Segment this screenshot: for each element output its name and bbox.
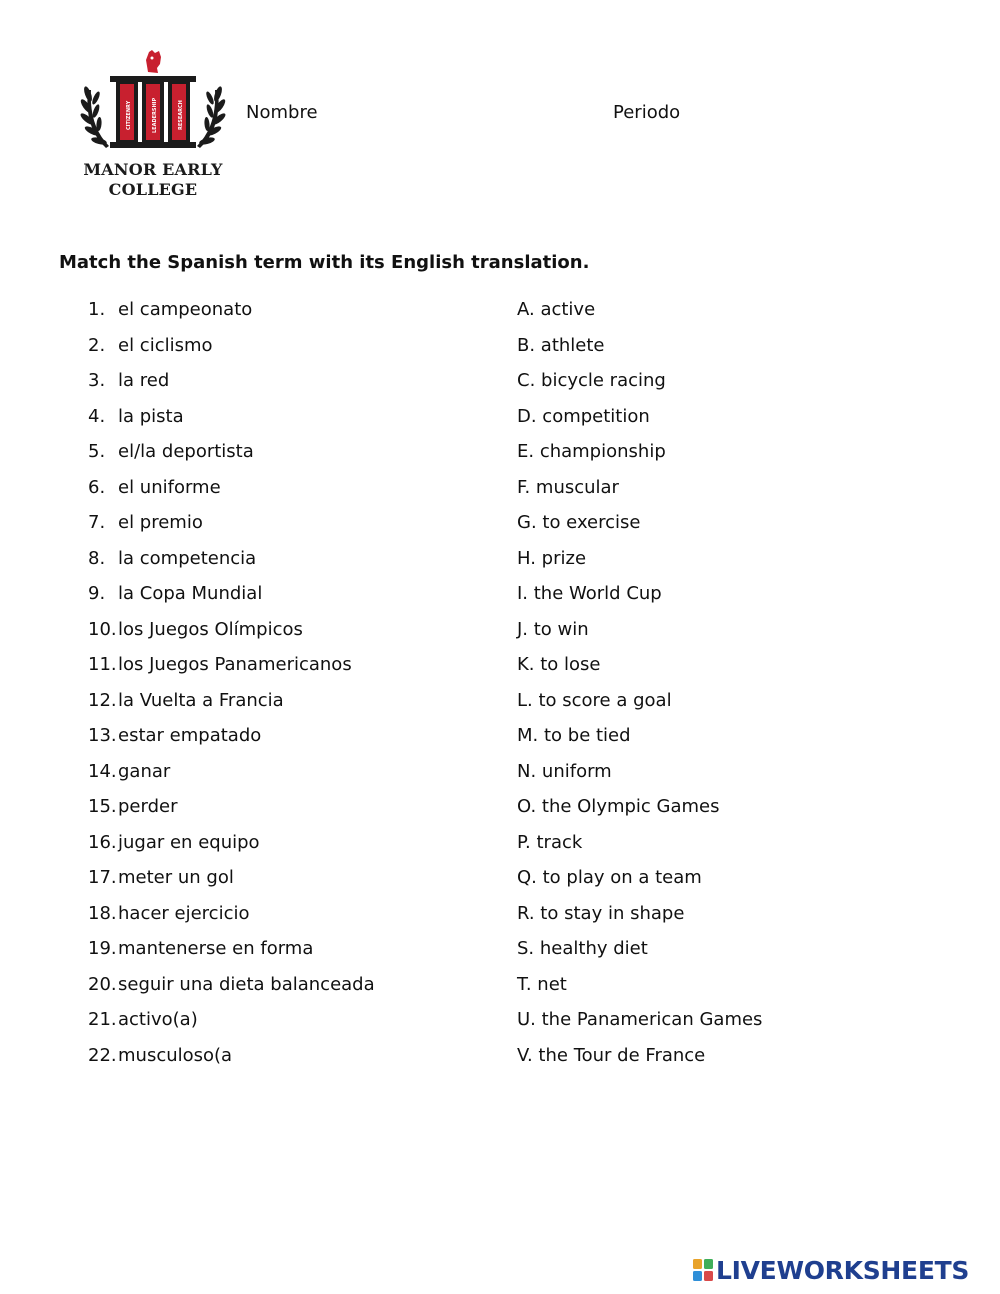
english-translation-item: B. athlete xyxy=(517,334,605,356)
spanish-term-text: la pista xyxy=(118,405,184,427)
spanish-term-item xyxy=(88,546,488,582)
english-translation-item: U. the Panamerican Games xyxy=(517,1009,763,1030)
english-translation-item: O. the Olympic Games xyxy=(517,796,720,817)
term-number: 18. xyxy=(88,902,117,924)
spanish-term-text: seguir una dieta balanceada xyxy=(118,973,375,995)
term-number: 8. xyxy=(88,547,106,569)
english-translation-item: H. prize xyxy=(517,547,587,569)
spanish-term-item xyxy=(88,652,488,688)
spanish-term-item xyxy=(88,617,488,653)
spanish-term-item xyxy=(88,759,488,795)
term-number: 11. xyxy=(88,654,117,675)
term-number: 14. xyxy=(88,760,117,782)
english-translation-item: C. bicycle racing xyxy=(517,370,666,391)
spanish-term-text: activo(a) xyxy=(118,1009,198,1030)
horse-head-icon xyxy=(146,50,161,73)
laurel-right-icon xyxy=(197,85,227,148)
term-number: 2. xyxy=(88,334,106,356)
spanish-term-text: los Juegos Olímpicos xyxy=(118,618,303,640)
english-translation-item: Q. to play on a team xyxy=(517,867,702,888)
instruction-heading: Match the Spanish term with its English translation. xyxy=(59,252,590,273)
english-translation-item: A. active xyxy=(517,299,596,320)
spanish-term-text: mantenerse en forma xyxy=(118,938,314,959)
term-number: 17. xyxy=(88,867,117,888)
spanish-term-item xyxy=(88,972,488,1008)
spanish-term-text: el premio xyxy=(118,512,203,533)
english-translation-item: F. muscular xyxy=(517,476,619,498)
watermark-text: LIVEWORKSHEETS xyxy=(716,1255,970,1285)
spanish-term-list xyxy=(88,297,488,1078)
spanish-term-text: estar empatado xyxy=(118,725,262,746)
spanish-term-item xyxy=(88,901,488,937)
logo-name-line2: COLLEGE xyxy=(108,180,198,199)
english-translation-item: L. to score a goal xyxy=(517,689,672,711)
spanish-term-text: hacer ejercicio xyxy=(118,902,250,924)
term-number: 3. xyxy=(88,370,106,391)
term-number: 6. xyxy=(88,476,106,498)
logo-emblem-icon xyxy=(78,48,228,160)
term-number: 21. xyxy=(88,1009,117,1030)
spanish-term-item xyxy=(88,723,488,759)
term-number: 20. xyxy=(88,973,117,995)
spanish-term-text: la competencia xyxy=(118,547,257,569)
laurel-left-icon xyxy=(79,85,109,148)
english-translation-item: E. championship xyxy=(517,441,666,462)
spanish-term-text: perder xyxy=(118,796,178,817)
english-translation-item: K. to lose xyxy=(517,654,601,675)
english-translation-item: J. to win xyxy=(517,618,589,640)
spanish-term-text: la Copa Mundial xyxy=(118,583,263,604)
term-number: 5. xyxy=(88,441,106,462)
english-translation-item: S. healthy diet xyxy=(517,938,648,959)
spanish-term-item xyxy=(88,368,488,404)
term-number: 13. xyxy=(88,725,117,746)
english-translation-item: I. the World Cup xyxy=(517,583,662,604)
spanish-term-text: el/la deportista xyxy=(118,441,254,462)
english-translation-item: P. track xyxy=(517,831,583,853)
name-label: Nombre xyxy=(246,102,318,123)
english-translation-item: R. to stay in shape xyxy=(517,902,685,924)
english-translation-item: N. uniform xyxy=(517,760,612,782)
school-logo xyxy=(78,48,228,203)
spanish-term-item xyxy=(88,794,488,830)
spanish-term-item xyxy=(88,510,488,546)
english-translation-item: D. competition xyxy=(517,405,650,427)
spanish-term-text: el ciclismo xyxy=(118,334,213,356)
liveworksheets-logo-icon xyxy=(693,1259,713,1281)
period-label: Periodo xyxy=(613,102,681,123)
spanish-term-item xyxy=(88,830,488,866)
english-translation-item: G. to exercise xyxy=(517,512,641,533)
term-number: 15. xyxy=(88,796,117,817)
spanish-term-text: el campeonato xyxy=(118,299,253,320)
term-number: 10. xyxy=(88,618,117,640)
spanish-term-text: jugar en equipo xyxy=(118,831,260,853)
spanish-term-item xyxy=(88,333,488,369)
spanish-term-item xyxy=(88,581,488,617)
spanish-term-text: musculoso(a xyxy=(118,1044,233,1066)
spanish-term-item xyxy=(88,865,488,901)
english-translation-item: T. net xyxy=(517,973,567,995)
english-translation-list xyxy=(517,297,937,1078)
logo-name-line1: MANOR EARLY xyxy=(83,160,223,179)
term-number: 9. xyxy=(88,583,106,604)
spanish-term-text: la Vuelta a Francia xyxy=(118,689,284,711)
spanish-term-item xyxy=(88,297,488,333)
term-number: 7. xyxy=(88,512,106,533)
spanish-term-text: los Juegos Panamericanos xyxy=(118,654,352,675)
term-number: 1. xyxy=(88,299,106,320)
spanish-term-item xyxy=(88,1007,488,1043)
term-number: 19. xyxy=(88,938,117,959)
pillar-word-3: RESEARCH xyxy=(178,100,184,130)
english-translation-item: M. to be tied xyxy=(517,725,631,746)
spanish-term-item xyxy=(88,475,488,511)
spanish-term-text: la red xyxy=(118,370,170,391)
spanish-term-item xyxy=(88,404,488,440)
spanish-term-item xyxy=(88,688,488,724)
liveworksheets-watermark xyxy=(693,1253,969,1287)
spanish-term-item xyxy=(88,1043,488,1079)
spanish-term-text: meter un gol xyxy=(118,867,234,888)
term-number: 12. xyxy=(88,689,117,711)
spanish-term-item xyxy=(88,439,488,475)
pillar-word-1: CITIZENRY xyxy=(126,100,132,130)
spanish-term-item xyxy=(88,936,488,972)
pillar-word-2: LEADERSHIP xyxy=(152,97,158,133)
spanish-term-text: el uniforme xyxy=(118,476,221,498)
term-number: 22. xyxy=(88,1044,117,1066)
term-number: 16. xyxy=(88,831,117,853)
spanish-term-text: ganar xyxy=(118,760,171,782)
term-number: 4. xyxy=(88,405,106,427)
english-translation-item: V. the Tour de France xyxy=(517,1044,706,1066)
